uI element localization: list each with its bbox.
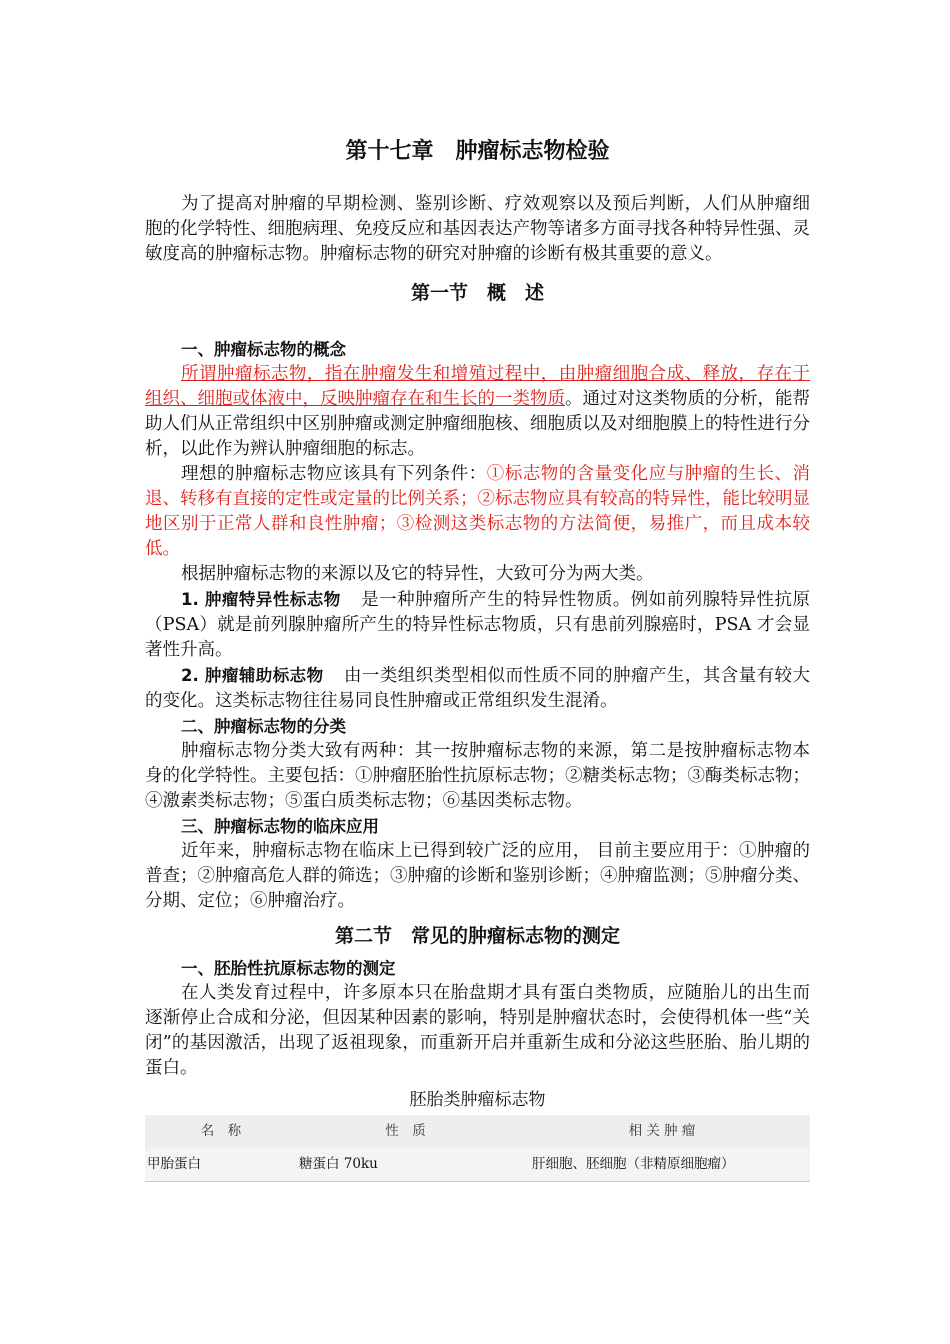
classification-heading: 二、肿瘤标志物的分类: [181, 717, 346, 736]
document-page: [145, 128, 810, 1182]
ideal-marker-paragraph: [145, 462, 810, 562]
table-row: [145, 1148, 810, 1182]
table-header-row: [145, 1115, 810, 1148]
specific-marker-item: [145, 587, 810, 663]
table-header-name: 名 称: [145, 1115, 297, 1148]
classification-intro: 根据肿瘤标志物的来源以及它的特异性，大致可分为两大类。: [181, 564, 654, 584]
clinical-application-heading: 三、肿瘤标志物的临床应用: [181, 817, 379, 836]
auxiliary-marker-item: [145, 663, 810, 714]
ideal-marker-intro: 理想的肿瘤标志物应该具有下列条件：: [181, 464, 487, 484]
embryonic-marker-table: [145, 1115, 810, 1182]
table-cell-name: 甲胎蛋白: [145, 1148, 297, 1182]
clinical-application-paragraph: 近年来，肿瘤标志物在临床上已得到较广泛的应用， 目前主要应用于：①肿瘤的普查；②肿瘤高危人群的筛选；③肿瘤的诊断和鉴别诊断；④肿瘤监测；⑤肿瘤分类、分期、定位；⑥肿瘤治疗。: [145, 841, 810, 911]
auxiliary-marker-term: 2. 肿瘤辅助标志物: [181, 666, 324, 685]
section1-heading: 第一节 概 述: [410, 282, 544, 304]
definition-highlight: 所谓肿瘤标志物，指在肿瘤发生和增殖过程中，由肿瘤细胞合成、释放，存在于组织、细胞或体液中，反映肿瘤存在和生长的一类物质: [145, 364, 810, 409]
auxiliary-marker-text: 由一类组织类型相似而性质不同的肿瘤产生，其含量有较大的变化。这类标志物往往易同良性肿瘤或正常组织发生混淆。: [145, 666, 810, 711]
intro-paragraph: 为了提高对肿瘤的早期检测、鉴别诊断、疗效观察以及预后判断，人们从肿瘤细胞的化学特性、细胞病理、免疫反应和基因表达产物等诸多方面寻找各种特异性强、灵敏度高的肿瘤标志物。肿瘤标志物的研究对肿瘤的诊断有极其重要的意义。: [145, 194, 810, 264]
embryonic-antigen-heading: 一、胚胎性抗原标志物的测定: [181, 959, 396, 978]
table-cell-property: 糖蛋白 70ku: [297, 1148, 514, 1182]
specific-marker-term: 1. 肿瘤特异性标志物: [181, 590, 341, 609]
classification-paragraph: 肿瘤标志物分类大致有两种：其一按肿瘤标志物的来源，第二是按肿瘤标志物本身的化学特性。主要包括：①肿瘤胚胎性抗原标志物；②糖类标志物；③酶类标志物；④激素类标志物；⑤蛋白质类标志物；⑥基因类标志物。: [145, 741, 810, 811]
embryonic-antigen-paragraph: 在人类发育过程中，许多原本只在胎盘期才具有蛋白类物质，应随胎儿的出生而逐渐停止合成和分泌，但因某种因素的影响，特别是肿瘤状态时，会使得机体一些“关闭”的基因激活，出现了返祖现象，而重新开启并重新生成和分泌这些胚胎、胎儿期的蛋白。: [145, 983, 810, 1078]
table-caption: 胚胎类肿瘤标志物: [409, 1090, 546, 1110]
table-header-property: 性 质: [297, 1115, 514, 1148]
concept-heading: 一、肿瘤标志物的概念: [181, 340, 346, 359]
section2-heading: 第二节 常见的肿瘤标志物的测定: [334, 925, 620, 947]
table-header-related-tumor: 相 关 肿 瘤: [514, 1115, 810, 1148]
definition-rest: 。通过对这类物质的分析，能帮助人们从正常组织中区别肿瘤或测定肿瘤细胞核、细胞质以及对细胞膜上的特性进行分析，以此作为辨认肿瘤细胞的标志。: [145, 389, 810, 459]
chapter-title: 第十七章 肿瘤标志物检验: [345, 139, 610, 164]
table-cell-related-tumor: 肝细胞、胚细胞（非精原细胞瘤）: [514, 1148, 810, 1182]
specific-marker-text: 是一种肿瘤所产生的特异性物质。例如前列腺特异性抗原（PSA）就是前列腺肿瘤所产生的特异性标志物质，只有患前列腺癌时，PSA 才会显著性升高。: [145, 590, 810, 660]
concept-paragraph: [145, 362, 810, 462]
ideal-marker-conditions: ①标志物的含量变化应与肿瘤的生长、消退、转移有直接的定性或定量的比例关系；②标志物应具有较高的特异性，能比较明显地区别于正常人群和良性肿瘤；③检测这类标志物的方法简便，易推广，而且成本较低。: [145, 464, 810, 559]
